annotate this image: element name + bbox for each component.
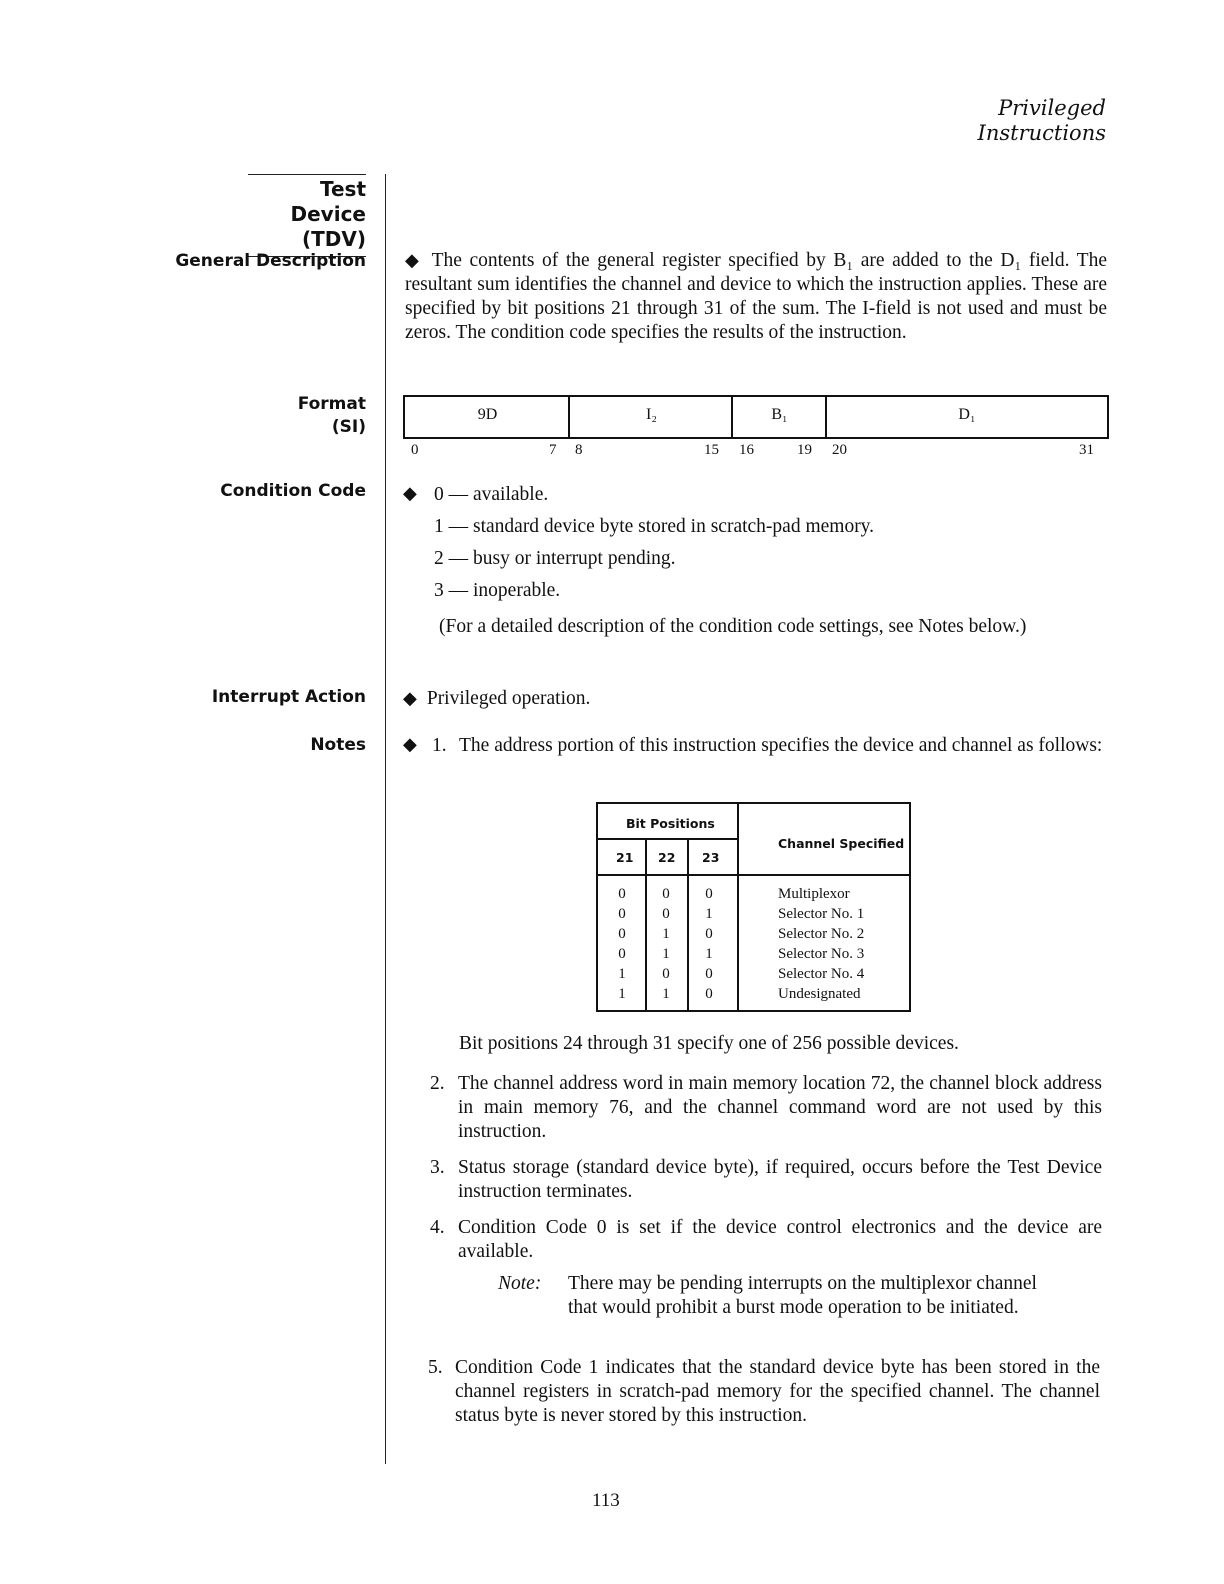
table-cell: 1 [705, 906, 713, 922]
table-rule [598, 874, 909, 876]
table-col-22: 22 [658, 850, 676, 865]
table-cell: 0 [705, 886, 713, 902]
label-condition-code: Condition Code [220, 481, 366, 501]
note-4-subnote-label: Note: [498, 1273, 542, 1294]
table-cell-channel: Selector No. 3 [778, 946, 865, 962]
label-format-line-1: Format [297, 394, 366, 414]
table-cell-channel: Multiplexor [778, 886, 850, 902]
label-format [298, 393, 366, 439]
bit-number: 8 [575, 442, 583, 458]
table-cell-channel: Selector No. 1 [778, 906, 865, 922]
table-rule [687, 838, 689, 1010]
header-line-1: Privileged [998, 96, 1106, 120]
table-cell: 0 [705, 986, 713, 1002]
note-5-number: 5. [428, 1357, 443, 1378]
table-rule [737, 804, 739, 1010]
running-header [978, 96, 1106, 146]
note-2-text: The channel address word in main memory location 72, the channel block address in main memory 76, and the channel command word are not used by this instruction. [458, 1073, 1102, 1142]
general-description-text: The contents of the general register specified by B₁ are added to the D₁ field. The resultant sum identifies the channel and device to which the instruction applies. These are specified by bit positions 21 through 31 of the sum. The I-field is not used and must be zeros. The condition code specifies the results of the instruction. [405, 250, 1108, 343]
table-header-channel-specified: Channel Specified [778, 836, 905, 851]
section-title-line-2: (TDV) [301, 227, 366, 251]
note-1-number: 1. [432, 735, 447, 756]
table-cell: 1 [662, 986, 670, 1002]
table-cell: 1 [662, 946, 670, 962]
table-cell: 1 [705, 946, 713, 962]
bit-number: 7 [549, 442, 557, 458]
condition-code-1: 1 — standard device byte stored in scratch-pad memory. [434, 516, 875, 537]
note-4-text: Condition Code 0 is set if the device control electronics and the device are available. [458, 1217, 1102, 1262]
table-cell: 0 [705, 926, 713, 942]
table-cell: 1 [618, 986, 626, 1002]
label-interrupt-action: Interrupt Action [211, 687, 366, 707]
diamond-bullet-icon: ◆ [403, 688, 417, 708]
table-col-23: 23 [702, 850, 720, 865]
label-general-description: General Description [175, 251, 366, 271]
table-header-bit-positions: Bit Positions [626, 816, 715, 831]
diamond-bullet-icon: ◆ [403, 734, 417, 754]
table-cell: 0 [618, 906, 626, 922]
section-title-line-1: Test Device [290, 177, 366, 226]
interrupt-action-text: Privileged operation. [426, 688, 591, 709]
note-1-text: The address portion of this instruction specifies the device and channel as follows: [459, 735, 1103, 756]
table-rule [598, 838, 739, 840]
table-cell: 1 [662, 926, 670, 942]
table-rule [645, 838, 647, 1010]
condition-code-2: 2 — busy or interrupt pending. [434, 548, 676, 569]
format-field-i2: I₂ [646, 406, 657, 423]
column-divider [385, 174, 386, 1464]
table-cell-channel: Undesignated [778, 986, 861, 1002]
channel-table [596, 802, 911, 1012]
bit-number: 15 [704, 442, 719, 458]
note-4-subnote-text: There may be pending interrupts on the multiplexor channel that would prohibit a burst mode operation to be initiated. [568, 1273, 1037, 1318]
diamond-bullet-icon: ◆ [403, 483, 417, 503]
note-4-number: 4. [430, 1217, 445, 1238]
format-field-b1: B₁ [771, 406, 788, 423]
bit-number: 31 [1079, 442, 1094, 458]
note-5-text: Condition Code 1 indicates that the standard device byte has been stored in the channel registers in scratch-pad memory for the specified channel. The channel status byte is never stored by this instruction. [455, 1357, 1100, 1426]
table-cell: 0 [662, 966, 670, 982]
table-cell-channel: Selector No. 4 [778, 966, 865, 982]
format-diagram [403, 395, 1109, 439]
table-cell: 0 [662, 906, 670, 922]
bit-number: 16 [739, 442, 754, 458]
label-notes: Notes [310, 735, 366, 755]
table-cell: 1 [618, 966, 626, 982]
table-cell: 0 [618, 946, 626, 962]
format-field-d1: D₁ [958, 406, 976, 423]
interrupt-action [403, 686, 1105, 711]
bit-number: 0 [411, 442, 419, 458]
note-3-number: 3. [430, 1157, 445, 1178]
note-1-followup: Bit positions 24 through 31 specify one of 256 possible devices. [459, 1033, 959, 1054]
header-line-2: Instructions [977, 121, 1106, 145]
table-cell: 0 [705, 966, 713, 982]
general-description [405, 248, 1107, 345]
bit-number: 20 [832, 442, 847, 458]
bit-number: 19 [797, 442, 812, 458]
condition-code-0: 0 — available. [434, 484, 549, 505]
condition-code-3: 3 — inoperable. [434, 580, 561, 601]
table-cell: 0 [662, 886, 670, 902]
note-2-number: 2. [430, 1073, 445, 1094]
table-col-21: 21 [616, 850, 634, 865]
condition-code-note: (For a detailed description of the condition code settings, see Notes below.) [439, 616, 1027, 637]
note-3-text: Status storage (standard device byte), if required, occurs before the Test Device instruction terminates. [458, 1157, 1102, 1202]
diamond-bullet-icon: ◆ [405, 250, 422, 270]
format-field-opcode: 9D [477, 406, 498, 423]
table-cell: 0 [618, 926, 626, 942]
table-cell-channel: Selector No. 2 [778, 926, 865, 942]
section-title [248, 174, 366, 257]
page-number: 113 [592, 1490, 620, 1511]
table-cell: 0 [618, 886, 626, 902]
label-format-line-2: (SI) [331, 417, 366, 437]
